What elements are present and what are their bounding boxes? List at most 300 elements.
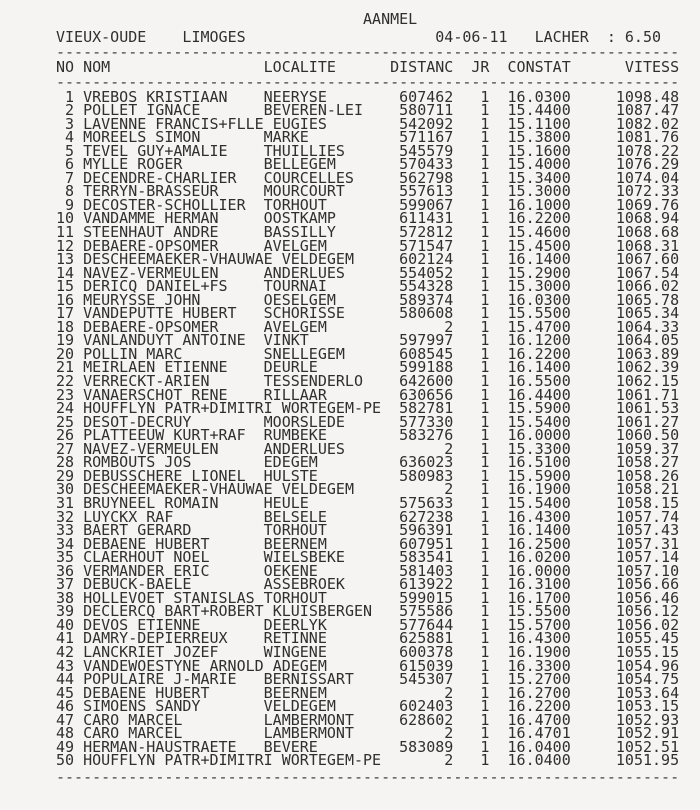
cell-jr: 1: [480, 521, 490, 540]
cell-jr: 1: [480, 426, 490, 445]
cell-constat: 16.1400: [507, 521, 571, 540]
cell-localite: RILLAAR: [263, 385, 327, 404]
cell-jr: 1: [480, 548, 490, 567]
cell-localite: VELDEGEM: [281, 250, 354, 269]
cell-distanc: 577644: [399, 615, 454, 634]
cell-vitess: 1061.71: [615, 385, 680, 404]
cell-localite: VELDEGEM: [263, 697, 336, 716]
cell-vitess: 1068.31: [615, 236, 680, 255]
cell-jr: 1: [480, 751, 490, 770]
cell-nom: BAERT GERARD: [83, 521, 192, 540]
cell-jr: 1: [480, 588, 490, 607]
cell-nom: DEBAENE HUBERT: [83, 683, 210, 702]
col-header-distanc: DISTANC: [390, 57, 454, 76]
cell-distanc: 628602: [399, 710, 454, 729]
cell-jr: 1: [480, 399, 490, 418]
divider-header: ---------------------------------------------------------------------: [56, 76, 680, 90]
cell-no: 24: [56, 399, 75, 418]
cell-localite: BEVERE: [263, 737, 318, 756]
cell-vitess: 1072.33: [615, 182, 680, 201]
cell-distanc: 600378: [399, 642, 454, 661]
release-label: LACHER: [534, 28, 589, 46]
cell-localite: TORHOUT: [263, 588, 327, 607]
cell-distanc: 577330: [399, 412, 454, 431]
cell-constat: 16.2200: [507, 344, 571, 363]
cell-localite: WORTEGEM-PE: [281, 399, 382, 418]
race-date: 04-06-11: [435, 28, 508, 46]
cell-jr: 1: [480, 561, 490, 580]
cell-nom: HOUFFLYN PATR+DIMITRI: [83, 399, 273, 418]
cell-constat: 15.4500: [507, 236, 571, 255]
cell-constat: 15.5900: [507, 466, 571, 485]
cell-vitess: 1082.02: [615, 114, 680, 133]
cell-nom: NAVEZ-VERMEULEN: [83, 263, 219, 282]
cell-jr: 1: [480, 507, 490, 526]
cell-distanc: 627238: [399, 507, 454, 526]
cell-no: 30: [56, 480, 75, 499]
cell-vitess: 1058.15: [615, 493, 680, 512]
cell-jr: 1: [480, 670, 490, 689]
cell-nom: DEBUCK-BAELE: [83, 575, 192, 594]
cell-distanc: 2: [444, 683, 454, 702]
cell-distanc: 580711: [399, 101, 454, 120]
cell-constat: 16.0300: [507, 87, 571, 106]
cell-localite: WIELSBEKE: [263, 548, 345, 567]
cell-no: 35: [56, 548, 75, 567]
cell-constat: 16.4701: [507, 724, 571, 743]
cell-jr: 1: [480, 575, 490, 594]
cell-constat: 16.4300: [507, 507, 571, 526]
cell-localite: EUGIES: [272, 114, 327, 133]
cell-no: 29: [56, 466, 75, 485]
cell-constat: 16.4700: [507, 710, 571, 729]
cell-no: 25: [56, 412, 75, 431]
cell-constat: 16.3100: [507, 575, 571, 594]
cell-constat: 15.4700: [507, 317, 571, 336]
cell-jr: 1: [480, 317, 490, 336]
cell-no: 20: [56, 344, 75, 363]
cell-no: 8: [65, 182, 75, 201]
cell-constat: 15.4000: [507, 155, 571, 174]
cell-no: 5: [65, 141, 75, 160]
cell-constat: 16.3300: [507, 656, 571, 675]
cell-vitess: 1052.93: [615, 710, 680, 729]
cell-constat: 16.5500: [507, 372, 571, 391]
cell-localite: BERNISSART: [263, 670, 354, 689]
cell-vitess: 1062.15: [615, 372, 680, 391]
cell-no: 32: [56, 507, 75, 526]
cell-localite: TORHOUT: [263, 195, 327, 214]
cell-localite: HEULE: [263, 493, 309, 512]
cell-vitess: 1081.76: [615, 128, 680, 147]
cell-jr: 1: [480, 128, 490, 147]
cell-localite: ANDERLUES: [263, 263, 345, 282]
cell-nom: VANDEPUTTE HUBERT: [83, 304, 237, 323]
cell-jr: 1: [480, 344, 490, 363]
cell-no: 41: [56, 629, 75, 648]
cell-jr: 1: [480, 87, 490, 106]
cell-localite: MOURCOURT: [263, 182, 345, 201]
cell-constat: 16.5100: [507, 453, 571, 472]
cell-vitess: 1053.64: [615, 683, 680, 702]
cell-jr: 1: [480, 114, 490, 133]
cell-jr: 1: [480, 182, 490, 201]
cell-vitess: 1059.37: [615, 439, 680, 458]
cell-jr: 1: [480, 372, 490, 391]
cell-constat: 15.5900: [507, 399, 571, 418]
cell-vitess: 1051.95: [615, 751, 680, 770]
cell-no: 2: [65, 101, 75, 120]
cell-localite: RETINNE: [263, 629, 327, 648]
cell-nom: ROMBOUTS JOS: [83, 453, 192, 472]
cell-no: 17: [56, 304, 75, 323]
cell-nom: POLLET IGNACE: [83, 101, 201, 120]
cell-localite: LAMBERMONT: [263, 724, 354, 743]
cell-jr: 1: [480, 480, 490, 499]
cell-distanc: 599067: [399, 195, 454, 214]
cell-distanc: 602124: [399, 250, 454, 269]
cell-no: 42: [56, 642, 75, 661]
cell-nom: LANCKRIET JOZEF: [83, 642, 219, 661]
cell-jr: 1: [480, 223, 490, 242]
club-name: VIEUX-OUDE: [56, 28, 147, 46]
cell-nom: CARO MARCEL: [83, 710, 183, 729]
cell-distanc: 2: [444, 724, 454, 743]
col-header-jr: JR: [471, 57, 490, 76]
cell-distanc: 542092: [399, 114, 454, 133]
title-line: [56, 12, 700, 26]
cell-no: 23: [56, 385, 75, 404]
cell-distanc: 572812: [399, 223, 454, 242]
cell-constat: 15.2700: [507, 670, 571, 689]
cell-constat: 16.1900: [507, 480, 571, 499]
cell-nom: NAVEZ-VERMEULEN: [83, 439, 219, 458]
results-table: [56, 87, 700, 770]
cell-nom: MYLLE ROGER: [83, 155, 183, 174]
cell-localite: KLUISBERGEN: [272, 602, 373, 621]
cell-vitess: 1065.34: [615, 304, 680, 323]
cell-vitess: 1076.29: [615, 155, 680, 174]
cell-no: 14: [56, 263, 75, 282]
cell-no: 6: [65, 155, 75, 174]
cell-jr: 1: [480, 629, 490, 648]
cell-vitess: 1058.21: [615, 480, 680, 499]
table-header-row: [56, 57, 700, 76]
cell-constat: 16.0200: [507, 548, 571, 567]
cell-vitess: 1065.78: [615, 290, 680, 309]
cell-nom: DAMRY-DEPIERREUX: [83, 629, 228, 648]
cell-no: 43: [56, 656, 75, 675]
cell-nom: DESCHEEMAEKER-VHAUWAE: [83, 250, 273, 269]
cell-nom: VREBOS KRISTIAAN: [83, 87, 228, 106]
cell-nom: TEVEL GUY+AMALIE: [83, 141, 228, 160]
cell-distanc: 554328: [399, 277, 454, 296]
cell-distanc: 571547: [399, 236, 454, 255]
cell-localite: BEVEREN-LEI: [263, 101, 363, 120]
cell-jr: 1: [480, 737, 490, 756]
cell-jr: 1: [480, 141, 490, 160]
cell-vitess: 1078.22: [615, 141, 680, 160]
cell-distanc: 571167: [399, 128, 454, 147]
cell-nom: POLLIN MARC: [83, 344, 183, 363]
cell-constat: 16.2700: [507, 683, 571, 702]
cell-jr: 1: [480, 195, 490, 214]
cell-no: 9: [65, 195, 75, 214]
cell-distanc: 554052: [399, 263, 454, 282]
cell-vitess: 1068.94: [615, 209, 680, 228]
cell-localite: OEKENE: [263, 561, 318, 580]
cell-distanc: 596391: [399, 521, 454, 540]
cell-nom: DECLERCQ BART+ROBERT: [83, 602, 264, 621]
cell-nom: VANDEWOESTYNE ARNOLD: [83, 656, 264, 675]
cell-constat: 15.1100: [507, 114, 571, 133]
cell-nom: DEBAENE HUBERT: [83, 534, 210, 553]
cell-distanc: 583089: [399, 737, 454, 756]
cell-vitess: 1074.04: [615, 168, 680, 187]
col-header-nom: NOM: [83, 57, 111, 76]
cell-localite: AVELGEM: [263, 236, 327, 255]
table-row: [56, 751, 700, 770]
page-title: AANMEL: [363, 10, 418, 28]
cell-nom: MEIRLAEN ETIENNE: [83, 358, 228, 377]
col-header-no: NO: [56, 57, 75, 76]
cell-vitess: 1066.02: [615, 277, 680, 296]
cell-distanc: 545579: [399, 141, 454, 160]
cell-no: 18: [56, 317, 75, 336]
cell-jr: 1: [480, 250, 490, 269]
cell-no: 15: [56, 277, 75, 296]
cell-no: 31: [56, 493, 75, 512]
cell-no: 26: [56, 426, 75, 445]
cell-jr: 1: [480, 358, 490, 377]
cell-nom: TERRYN-BRASSEUR: [83, 182, 219, 201]
cell-constat: 16.1700: [507, 588, 571, 607]
cell-distanc: 630656: [399, 385, 454, 404]
cell-vitess: 1058.26: [615, 466, 680, 485]
cell-localite: BELSELE: [263, 507, 327, 526]
cell-constat: 15.3800: [507, 128, 571, 147]
cell-distanc: 642600: [399, 372, 454, 391]
cell-no: 40: [56, 615, 75, 634]
cell-localite: COURCELLES: [263, 168, 354, 187]
cell-vitess: 1087.47: [615, 101, 680, 120]
cell-distanc: 589374: [399, 290, 454, 309]
cell-vitess: 1067.60: [615, 250, 680, 269]
cell-distanc: 613922: [399, 575, 454, 594]
cell-nom: HOLLEVOET STANISLAS: [83, 588, 255, 607]
cell-constat: 15.2900: [507, 263, 571, 282]
cell-constat: 15.3300: [507, 439, 571, 458]
cell-distanc: 570433: [399, 155, 454, 174]
cell-vitess: 1056.46: [615, 588, 680, 607]
cell-distanc: 557613: [399, 182, 454, 201]
cell-nom: PLATTEEUW KURT+RAF: [83, 426, 246, 445]
cell-localite: TESSENDERLO: [263, 372, 363, 391]
cell-no: 7: [65, 168, 75, 187]
cell-vitess: 1061.27: [615, 412, 680, 431]
cell-no: 48: [56, 724, 75, 743]
divider-bottom: ---------------------------------------------------------------------: [56, 770, 680, 785]
cell-localite: ANDERLUES: [263, 439, 345, 458]
cell-jr: 1: [480, 466, 490, 485]
cell-vitess: 1057.43: [615, 521, 680, 540]
cell-no: 11: [56, 223, 75, 242]
cell-jr: 1: [480, 493, 490, 512]
cell-localite: EDEGEM: [263, 453, 318, 472]
cell-localite: VINKT: [263, 331, 309, 350]
cell-nom: VANLANDUYT ANTOINE: [83, 331, 246, 350]
cell-nom: DERICQ DANIEL+FS: [83, 277, 228, 296]
divider-top: ---------------------------------------------------------------------: [56, 46, 680, 60]
cell-no: 16: [56, 290, 75, 309]
col-header-constat: CONSTAT: [507, 57, 571, 76]
cell-no: 3: [65, 114, 75, 133]
cell-jr: 1: [480, 101, 490, 120]
cell-jr: 1: [480, 683, 490, 702]
cell-localite: ADEGEM: [272, 656, 327, 675]
cell-vitess: 1057.74: [615, 507, 680, 526]
cell-localite: SCHORISSE: [263, 304, 345, 323]
cell-vitess: 1054.96: [615, 656, 680, 675]
cell-distanc: 580608: [399, 304, 454, 323]
cell-vitess: 1098.48: [615, 87, 680, 106]
cell-no: 13: [56, 250, 75, 269]
cell-jr: 1: [480, 412, 490, 431]
cell-distanc: 2: [444, 317, 454, 336]
cell-vitess: 1053.15: [615, 697, 680, 716]
cell-constat: 15.5500: [507, 602, 571, 621]
cell-localite: BELLEGEM: [263, 155, 336, 174]
cell-vitess: 1061.53: [615, 399, 680, 418]
cell-no: 10: [56, 209, 75, 228]
col-header-vitess: VITESS: [624, 57, 680, 76]
cell-localite: TOURNAI: [263, 277, 327, 296]
cell-no: 27: [56, 439, 75, 458]
cell-localite: DEURLE: [263, 358, 318, 377]
cell-constat: 16.1400: [507, 358, 571, 377]
cell-nom: MOREELS SIMON: [83, 128, 201, 147]
cell-distanc: 636023: [399, 453, 454, 472]
cell-distanc: 545307: [399, 670, 454, 689]
cell-constat: 15.5700: [507, 615, 571, 634]
cell-no: 1: [65, 87, 75, 106]
cell-localite: ASSEBROEK: [263, 575, 345, 594]
cell-no: 44: [56, 670, 75, 689]
cell-jr: 1: [480, 453, 490, 472]
cell-jr: 1: [480, 534, 490, 553]
cell-vitess: 1062.39: [615, 358, 680, 377]
cell-constat: 16.4400: [507, 385, 571, 404]
cell-nom: DEBAERE-OPSOMER: [83, 317, 219, 336]
cell-constat: 16.2200: [507, 209, 571, 228]
cell-distanc: 602403: [399, 697, 454, 716]
cell-vitess: 1064.05: [615, 331, 680, 350]
cell-no: 39: [56, 602, 75, 621]
cell-constat: 16.0400: [507, 751, 571, 770]
race-name: LIMOGES: [182, 28, 246, 46]
cell-nom: BRUYNEEL ROMAIN: [83, 493, 219, 512]
cell-distanc: 575586: [399, 602, 454, 621]
cell-no: 21: [56, 358, 75, 377]
cell-constat: 16.0400: [507, 737, 571, 756]
cell-constat: 15.3400: [507, 168, 571, 187]
cell-no: 47: [56, 710, 75, 729]
cell-distanc: 599188: [399, 358, 454, 377]
cell-vitess: 1058.27: [615, 453, 680, 472]
cell-localite: OESELGEM: [263, 290, 336, 309]
cell-constat: 16.1400: [507, 250, 571, 269]
cell-vitess: 1052.51: [615, 737, 680, 756]
cell-vitess: 1052.91: [615, 724, 680, 743]
cell-localite: HULSTE: [263, 466, 318, 485]
cell-distanc: 611431: [399, 209, 454, 228]
cell-constat: 15.3000: [507, 277, 571, 296]
cell-constat: 16.4300: [507, 629, 571, 648]
cell-vitess: 1069.76: [615, 195, 680, 214]
cell-nom: LUYCKX RAF: [83, 507, 174, 526]
cell-distanc: 562798: [399, 168, 454, 187]
cell-nom: CARO MARCEL: [83, 724, 183, 743]
cell-localite: VELDEGEM: [281, 480, 354, 499]
cell-constat: 16.0000: [507, 561, 571, 580]
cell-localite: RUMBEKE: [263, 426, 327, 445]
cell-nom: VERRECKT-ARIEN: [83, 372, 210, 391]
cell-distanc: 599015: [399, 588, 454, 607]
cell-constat: 15.4400: [507, 101, 571, 120]
cell-distanc: 2: [444, 751, 454, 770]
cell-localite: AVELGEM: [263, 317, 327, 336]
cell-no: 37: [56, 575, 75, 594]
cell-vitess: 1056.12: [615, 602, 680, 621]
cell-nom: MEURYSSE JOHN: [83, 290, 201, 309]
cell-localite: MARKE: [263, 128, 309, 147]
cell-nom: DESOT-DECRUY: [83, 412, 192, 431]
cell-no: 38: [56, 588, 75, 607]
cell-vitess: 1056.66: [615, 575, 680, 594]
cell-nom: DECENDRE-CHARLIER: [83, 168, 237, 187]
cell-jr: 1: [480, 724, 490, 743]
cell-no: 36: [56, 561, 75, 580]
cell-jr: 1: [480, 615, 490, 634]
cell-localite: OOSTKAMP: [263, 209, 336, 228]
cell-vitess: 1063.89: [615, 344, 680, 363]
cell-distanc: 580983: [399, 466, 454, 485]
cell-distanc: 608545: [399, 344, 454, 363]
cell-distanc: 2: [444, 480, 454, 499]
cell-vitess: 1060.50: [615, 426, 680, 445]
cell-jr: 1: [480, 304, 490, 323]
cell-distanc: 625881: [399, 629, 454, 648]
cell-nom: CLAERHOUT NOEL: [83, 548, 210, 567]
cell-vitess: 1068.68: [615, 223, 680, 242]
cell-distanc: 581403: [399, 561, 454, 580]
cell-localite: BASSILLY: [263, 223, 336, 242]
cell-no: 46: [56, 697, 75, 716]
cell-nom: DEVOS ETIENNE: [83, 615, 201, 634]
cell-vitess: 1056.02: [615, 615, 680, 634]
cell-jr: 1: [480, 439, 490, 458]
cell-jr: 1: [480, 168, 490, 187]
col-header-localite: LOCALITE: [263, 57, 336, 76]
cell-no: 33: [56, 521, 75, 540]
cell-jr: 1: [480, 236, 490, 255]
cell-localite: WORTEGEM-PE: [281, 751, 382, 770]
cell-jr: 1: [480, 697, 490, 716]
cell-localite: TORHOUT: [263, 521, 327, 540]
cell-no: 12: [56, 236, 75, 255]
cell-constat: 15.5400: [507, 493, 571, 512]
cell-nom: VANAERSCHOT RENE: [83, 385, 228, 404]
